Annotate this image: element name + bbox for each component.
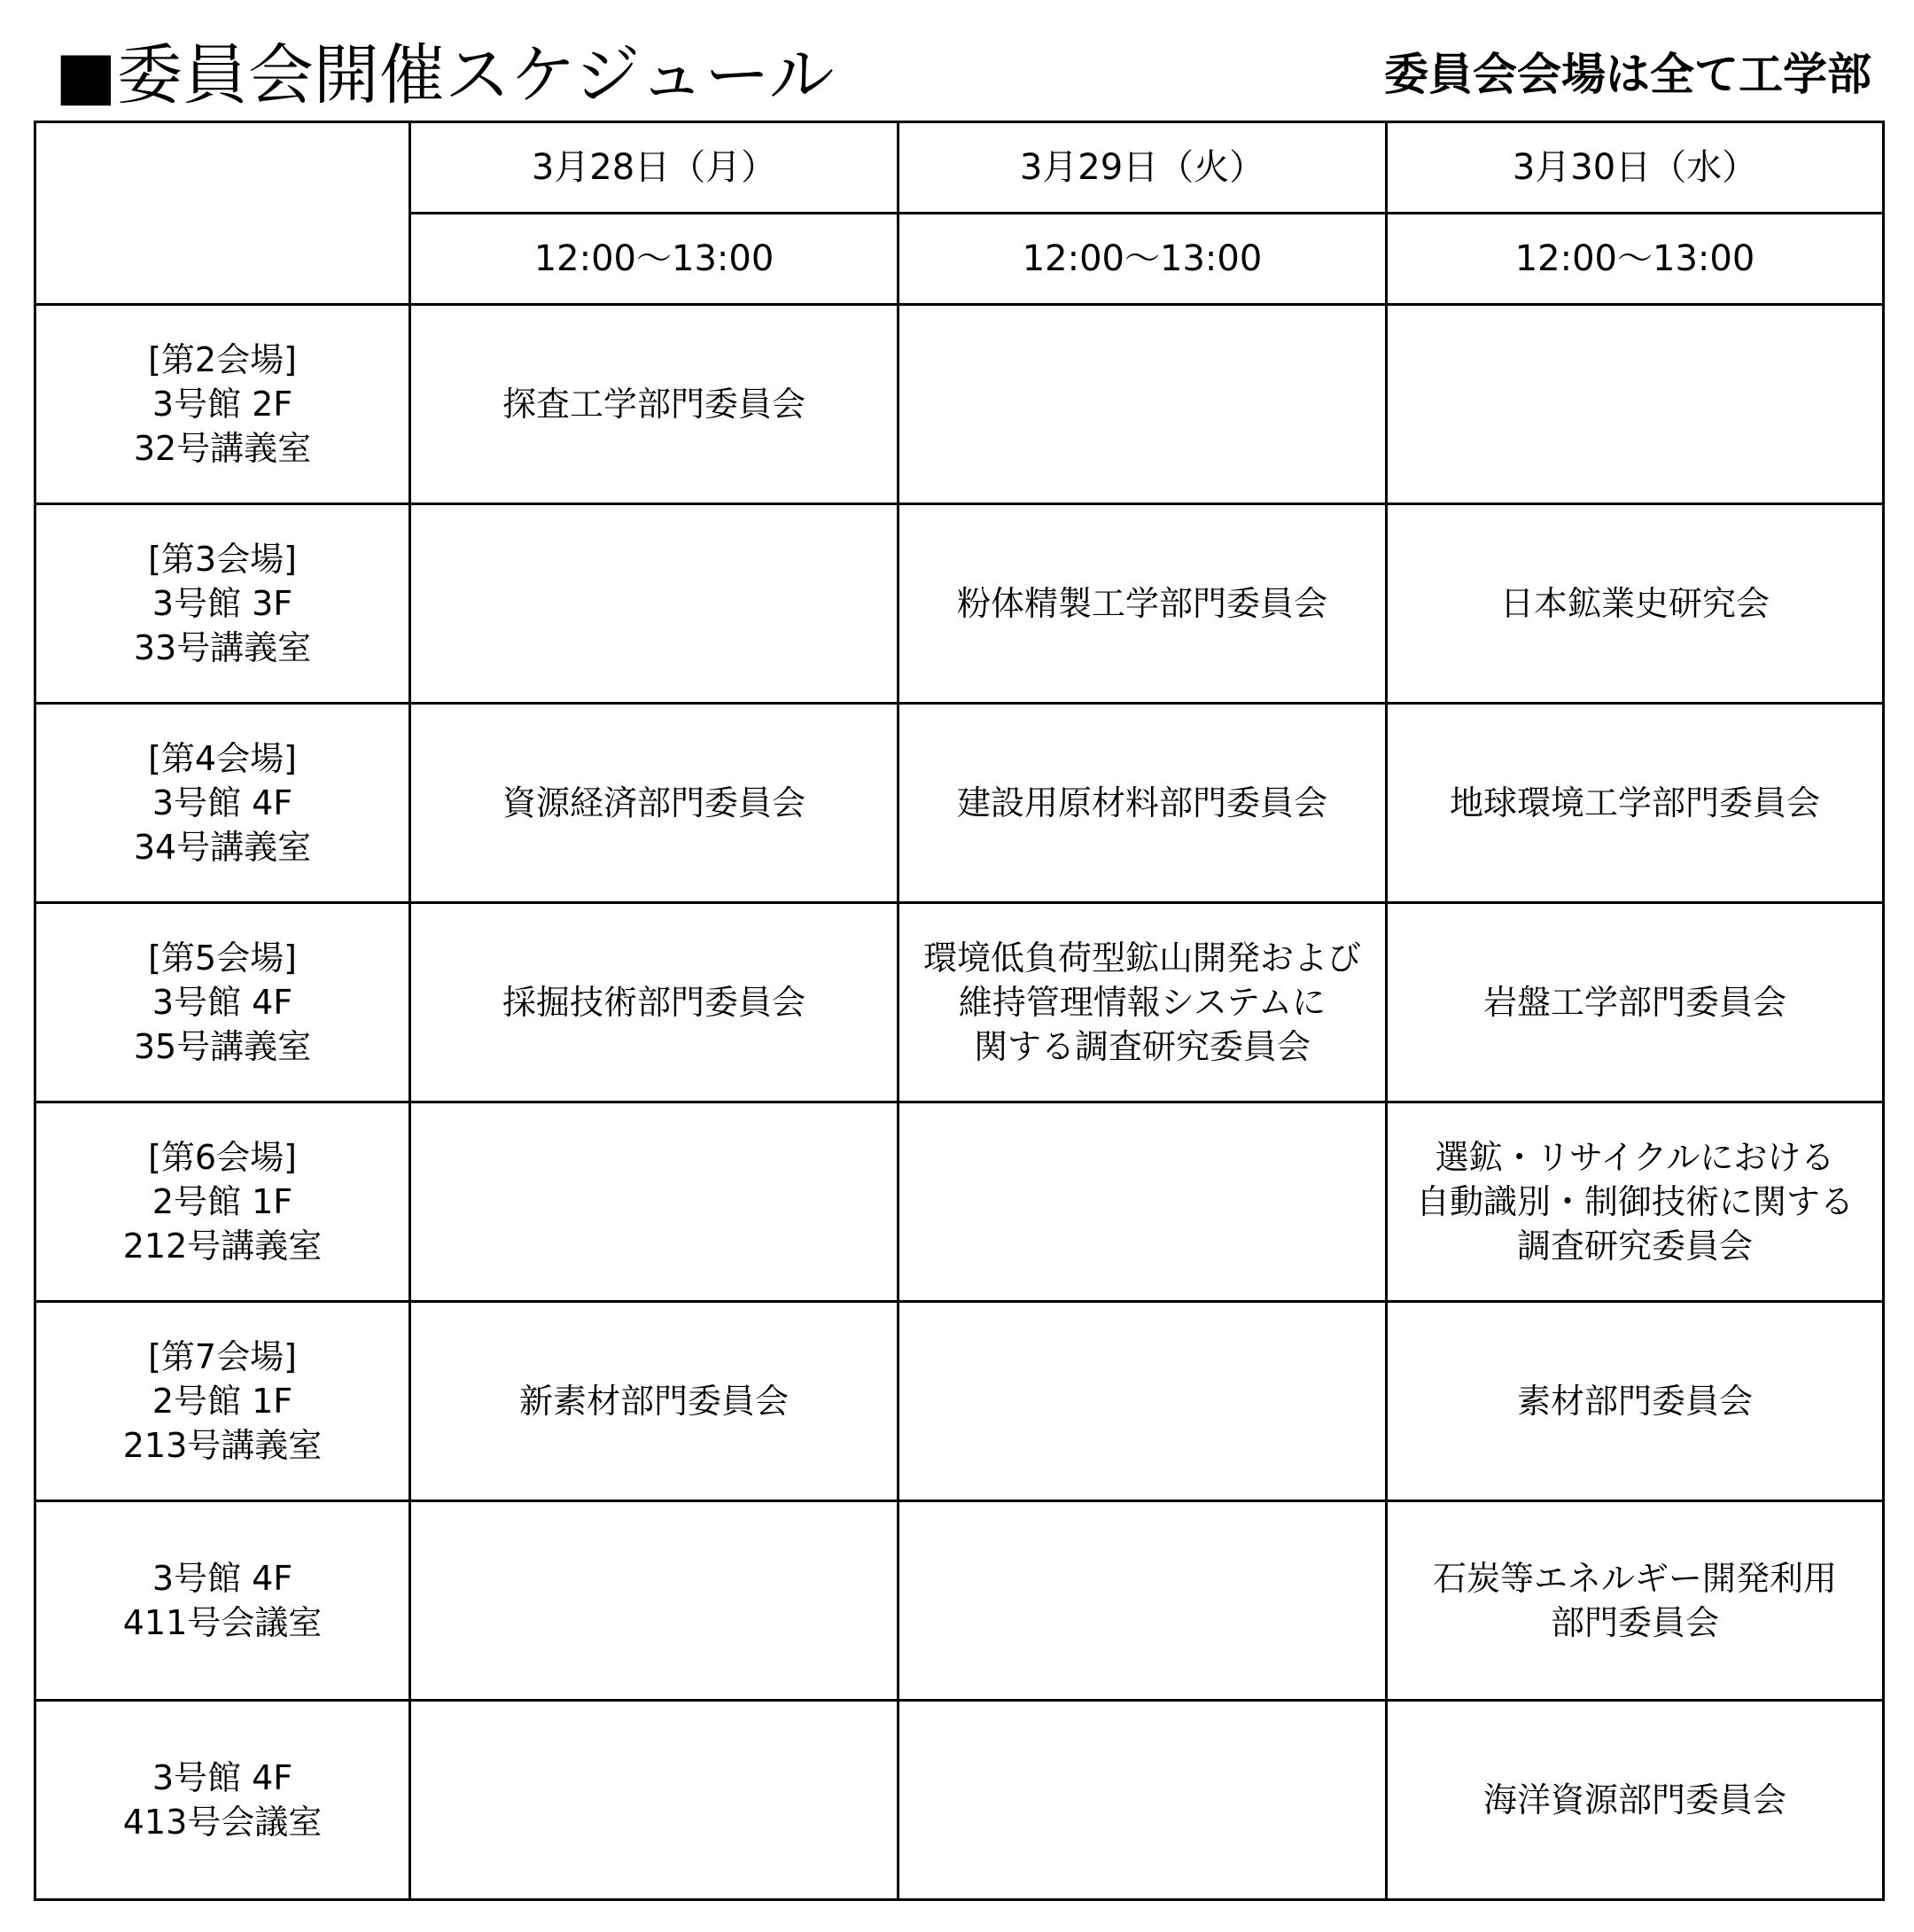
venue-row <box>35 1501 1884 1701</box>
venue-cell <box>35 1102 410 1302</box>
venue-line: 2号館 1F <box>152 1382 293 1421</box>
committee-name: 石炭等エネルギー開発利用 <box>1432 1559 1837 1598</box>
committee-name: 関する調査研究委員会 <box>973 1027 1311 1066</box>
committee-name: 日本鉱業史研究会 <box>1499 584 1770 623</box>
empty-cell <box>410 1501 899 1701</box>
committee-cell <box>1387 504 1884 704</box>
committee-name: 資源経済部門委員会 <box>502 783 805 822</box>
committee-name: 環境低負荷型鉱山開発および <box>922 939 1361 978</box>
venue-line: 32号講義室 <box>133 429 312 468</box>
time-header: 12:00～13:00 <box>899 214 1387 305</box>
committee-cell <box>410 1302 899 1501</box>
venue-row <box>35 704 1884 903</box>
venue-row <box>35 903 1884 1102</box>
committee-name: 部門委員会 <box>1550 1603 1719 1642</box>
empty-cell <box>1387 305 1884 504</box>
committee-cell <box>899 504 1387 704</box>
committee-name: 維持管理情報システムに <box>958 983 1327 1022</box>
date-header-row <box>35 122 1884 214</box>
committee-name: 選鉱・リサイクルにおける <box>1435 1138 1835 1177</box>
committee-name: 探査工学部門委員会 <box>502 385 805 424</box>
corner-cell <box>35 122 410 305</box>
venue-cell <box>35 1302 410 1501</box>
committee-name: 海洋資源部門委員会 <box>1482 1780 1786 1819</box>
time-header: 12:00～13:00 <box>1387 214 1884 305</box>
venue-cell <box>35 1701 410 1900</box>
venue-line: 3号館 4F <box>152 1559 293 1598</box>
venue-line: [第2会場] <box>148 340 297 379</box>
committee-name: 建設用原材料部門委員会 <box>956 783 1327 822</box>
committee-cell <box>1387 1701 1884 1900</box>
empty-cell <box>899 1102 1387 1302</box>
venue-cell <box>35 504 410 704</box>
venue-line: [第4会場] <box>148 739 297 778</box>
venue-line: 411号会議室 <box>122 1603 323 1642</box>
committee-name: 自動識別・制御技術に関する <box>1415 1182 1854 1221</box>
venue-line: 3号館 3F <box>152 584 293 623</box>
committee-cell <box>410 903 899 1102</box>
venue-line: [第3会場] <box>148 540 297 579</box>
committee-name: 採掘技術部門委員会 <box>502 983 805 1022</box>
committee-name: 粉体精製工学部門委員会 <box>956 584 1327 623</box>
venue-row <box>35 305 1884 504</box>
committee-name: 岩盤工学部門委員会 <box>1482 983 1786 1022</box>
venue-line: 34号講義室 <box>133 828 312 867</box>
empty-cell <box>410 504 899 704</box>
empty-cell <box>410 1102 899 1302</box>
venue-cell <box>35 903 410 1102</box>
venue-line: 33号講義室 <box>133 628 312 667</box>
date-header: 3月29日（火） <box>899 122 1387 214</box>
venue-line: 3号館 2F <box>152 385 293 424</box>
page-title: ■委員会開催スケジュール <box>55 37 835 113</box>
committee-cell <box>410 704 899 903</box>
empty-cell <box>899 1501 1387 1701</box>
venue-line: [第6会場] <box>148 1138 297 1177</box>
venue-line: 213号講義室 <box>122 1426 323 1465</box>
venue-line: [第7会場] <box>148 1337 297 1376</box>
committee-cell <box>1387 704 1884 903</box>
empty-cell <box>410 1701 899 1900</box>
venue-cell <box>35 704 410 903</box>
time-header: 12:00～13:00 <box>410 214 899 305</box>
venue-line: 2号館 1F <box>152 1182 293 1221</box>
venue-line: 212号講義室 <box>122 1227 323 1266</box>
empty-cell <box>899 305 1387 504</box>
date-header: 3月28日（月） <box>410 122 899 214</box>
committee-cell <box>1387 1501 1884 1701</box>
committee-cell <box>410 305 899 504</box>
venue-cell <box>35 305 410 504</box>
venue-line: 413号会議室 <box>122 1803 323 1842</box>
empty-cell <box>899 1701 1387 1900</box>
committee-name: 調査研究委員会 <box>1516 1227 1753 1266</box>
venue-line: 3号館 4F <box>152 1758 293 1797</box>
committee-cell <box>1387 903 1884 1102</box>
venue-line: 3号館 4F <box>152 783 293 822</box>
venue-note: 委員会会場は全て工学部 <box>1384 49 1871 100</box>
venue-line: 35号講義室 <box>133 1027 312 1066</box>
venue-row <box>35 1102 1884 1302</box>
committee-cell <box>899 903 1387 1102</box>
committee-name: 新素材部門委員会 <box>518 1382 789 1421</box>
schedule-table <box>34 121 1885 1901</box>
empty-cell <box>899 1302 1387 1501</box>
committee-name: 地球環境工学部門委員会 <box>1449 783 1820 822</box>
committee-cell <box>1387 1302 1884 1501</box>
committee-name: 素材部門委員会 <box>1516 1382 1753 1421</box>
venue-row <box>35 504 1884 704</box>
committee-cell <box>899 704 1387 903</box>
venue-row <box>35 1701 1884 1900</box>
venue-row <box>35 1302 1884 1501</box>
venue-cell <box>35 1501 410 1701</box>
date-header: 3月30日（水） <box>1387 122 1884 214</box>
venue-line: 3号館 4F <box>152 983 293 1022</box>
venue-line: [第5会場] <box>148 939 297 978</box>
committee-cell <box>1387 1102 1884 1302</box>
